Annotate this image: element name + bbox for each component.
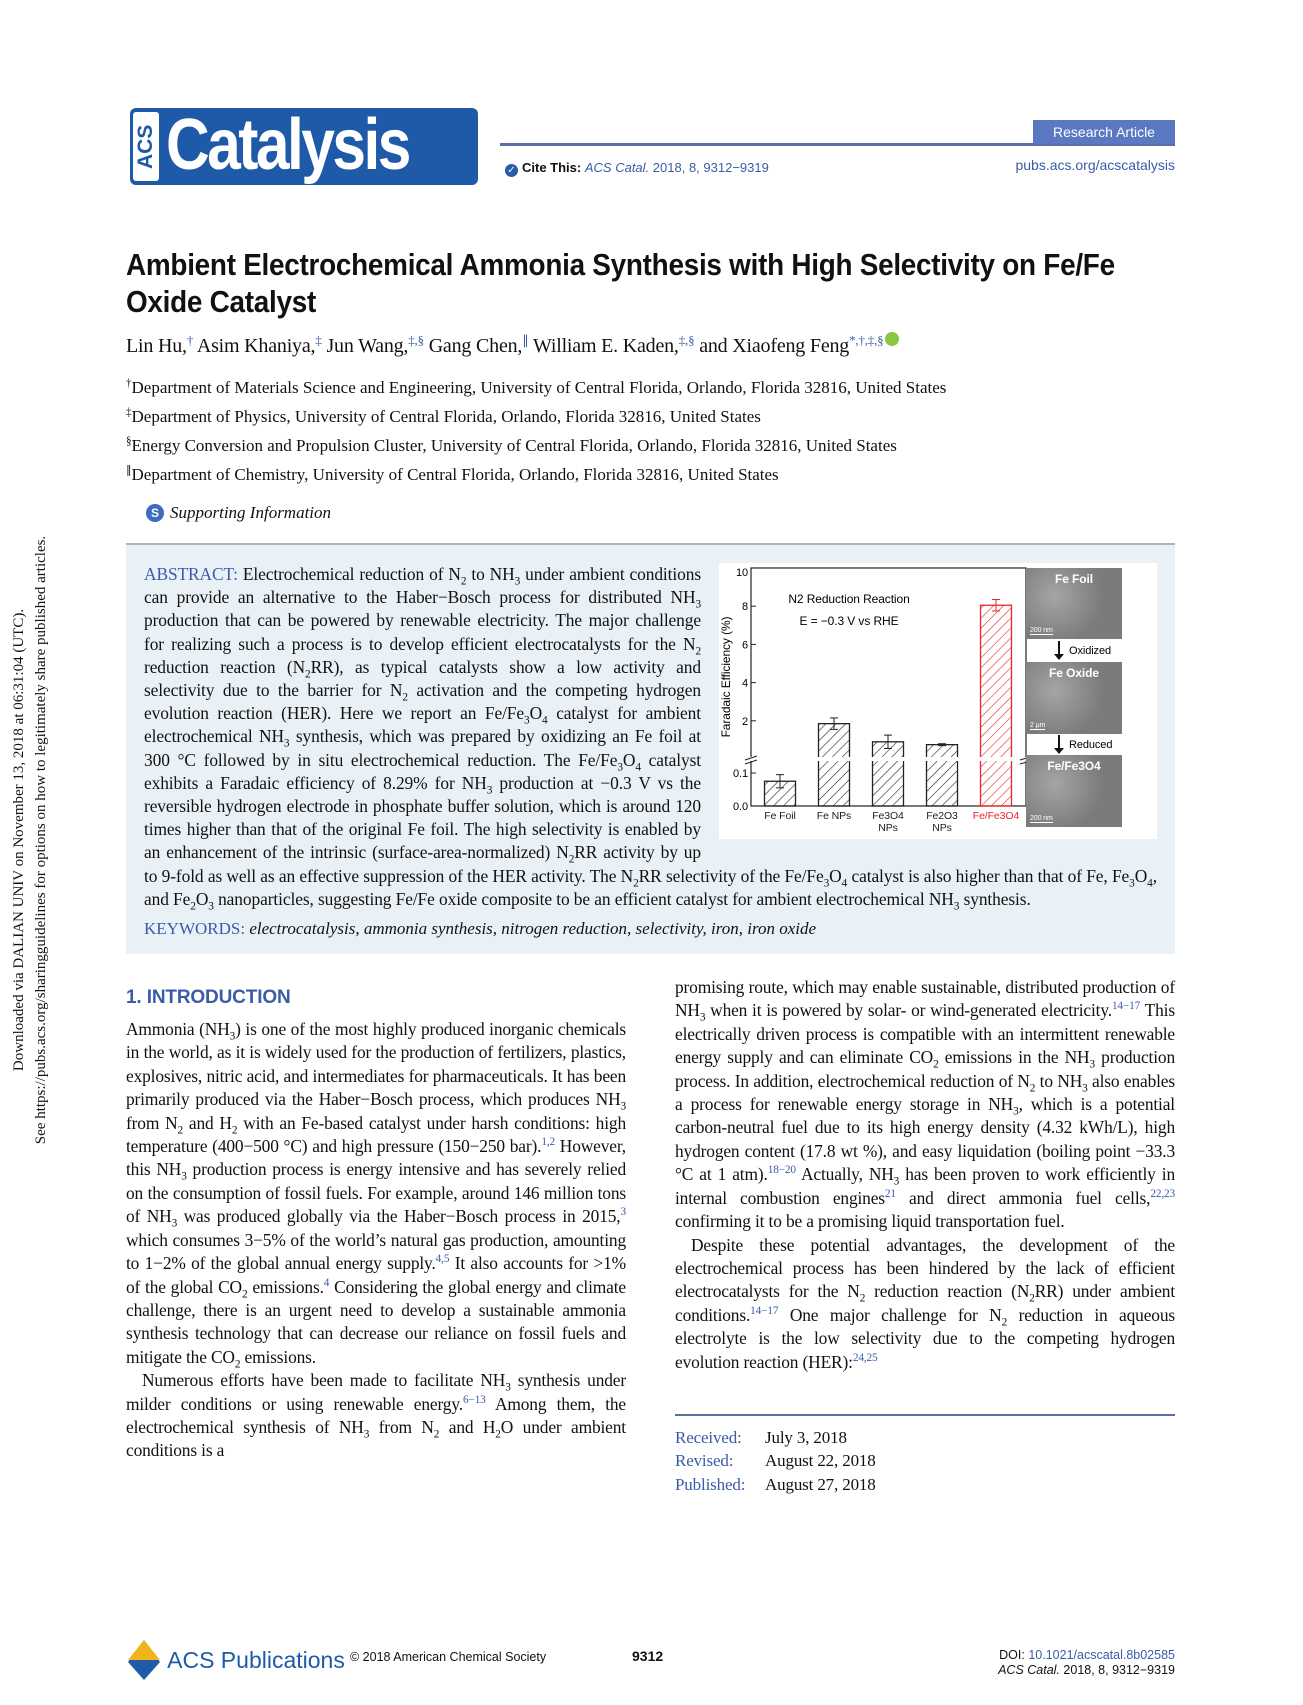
abstract-body: Electrochemical reduction of $N_2$ to $NH_3$ under ambient conditions can provide an alternative to the Haber−Bosch process for distributed $NH_3$ production that can be powered by renewable electricity. The major challenge for realizing such a process is to develop efficient electrocatalysts for the $N_2$ reduction reaction $(N_2RR)$, as typical catalysts show a low activity and selectivity due to the barrier for $N_2$ activation and the competing hydrogen evolution reaction (HER). Here we report an $Fe/Fe_3O_4$ catalyst for ambient electrochemical $NH_3$ synthesis, which was prepared by oxidizing an Fe foil at 300 °C followed by in situ electrochemical reduction. The $Fe/Fe_3O_4$ catalyst exhibits a Faradaic efficiency of 8.29% for $NH_3$ production at −0.3 V vs the reversible hydrogen electrode in phosphate buffer solution, which is around 120 times higher than that of the original Fe foil. The high selectivity is enabled by an enhancement of the intrinsic (surface-area-normalized) $N_2RR$ activity by up to 9-fold as well as an effective suppression of the HER activity. The $N_2RR$ selectivity of the $Fe/Fe_3O_4$ catalyst is also higher than that of Fe, $Fe_3O_4$, and $Fe_2O_3$ nanoparticles, suggesting Fe/Fe oxide composite to be an efficient catalyst for ambient electrochemical $NH_3$ synthesis. <box>144 564 1157 913</box>
x-tick-label: Fe/Fe3O4 <box>972 810 1020 822</box>
paragraph: Ammonia $(NH_3)$ is one of the most highly produced inorganic chemicals in the world, as it is widely used for the production of fertilizers, plastics, explosives, nitric acid, and intermediates for pharmaceuticals. It has been primarily produced via the Haber−Bosch process, which produces $NH_3$ from $N_2$ and $H_2$ with an Fe-based catalyst under harsh conditions: high temperature (400−500 °C) and high pressure (150−250 bar).$^{1,2}$ However, this $NH_3$ production process is energy intensive and has severely relied on the consumption of fossil fuels. For example, around 146 million tons of $NH_3$ was produced globally via the Haber−Bosch process in 2015,$^3$ which consumes 3−5% of the world’s natural gas production, amounting to 1−2% of the global annual energy supply.$^{4,5}$ It also accounts for >1% of the global $CO_2$ emissions.$^4$ Considering the global energy and climate challenge, there is an urgent need to develop a sustainable ammonia synthesis technology that can decrease our reliance on fossil fuels and mitigate the $CO_2$ emissions. <box>126 1019 626 1371</box>
chart-subtitle: E = −0.3 V vs RHE <box>799 614 899 628</box>
left-column <box>126 976 626 1496</box>
article-dates <box>675 1414 1175 1497</box>
sem-image-fe-oxide: Fe Oxide 2 μm <box>1026 662 1122 734</box>
sem-image-fe-fe3o4: Fe/Fe3O4 200 nm <box>1026 755 1122 827</box>
affiliation: †Department of Materials Science and Engineering, University of Central Florida, Orlando, Florida 32816, United States <box>126 377 947 397</box>
date-published: Published: August 27, 2018 <box>675 1474 876 1494</box>
right-column <box>675 976 1175 1496</box>
cite-this[interactable] <box>505 160 769 177</box>
bar <box>981 605 1012 806</box>
orcid-icon[interactable] <box>885 332 899 346</box>
process-arrow-head <box>1054 654 1064 660</box>
supporting-information-link[interactable] <box>146 503 331 523</box>
affiliation: §Energy Conversion and Propulsion Cluster, University of Central Florida, Orlando, Florida 32816, United States <box>126 435 897 455</box>
chart-title: N2 Reduction Reaction <box>788 592 910 606</box>
download-notice-line1: Downloaded via DALIAN UNIV on November 13, 2018 at 06:31:04 (UTC). <box>11 608 27 1072</box>
x-tick-label: Fe NPs <box>816 810 852 822</box>
bar <box>927 745 958 806</box>
abstract-box <box>126 543 1175 954</box>
y-tick-label: 0.0 <box>733 801 748 813</box>
sem-image-fe-foil: Fe Foil 200 nm <box>1026 568 1122 639</box>
x-tick-label: NPs <box>932 822 952 834</box>
y-tick-label: 4 <box>741 677 748 690</box>
date-revised: Revised: August 22, 2018 <box>675 1451 876 1471</box>
article-body <box>126 543 1175 1496</box>
paragraph: Numerous efforts have been made to facilitate $NH_3$ synthesis under milder conditions or using renewable energy.$^{6-13}$ Among them, the electrochemical synthesis of $NH_3$ from $N_2$ and $H_2O$ under ambient conditions is a <box>126 1370 626 1461</box>
copyright: © 2018 American Chemical Society <box>350 1650 547 1664</box>
paragraph: promising route, which may enable sustainable, distributed production of $NH_3$ when it is powered by solar- or wind-generated electricity.$^{14-17}$ This electrically driven process is compatible with an intermittent renewable energy supply and can eliminate $CO_2$ emissions in the $NH_3$ production process. In addition, electrochemical reduction of $N_2$ to $NH_3$ also enables a process for renewable energy storage in $NH_3$, which is a potential carbon-neutral fuel due to its high energy density (4.32 kWh/L), high hydrogen content (17.8 wt %), and easy liquidation (boiling point −33.3 °C at 1 atm).$^{18-20}$ Actually, $NH_3$ has been proven to work efficiently in internal combustion engines$^{21}$ and direct ammonia fuel cells,$^{22,23}$ confirming it to be a promising liquid transportation fuel. <box>675 977 1176 1232</box>
body-columns <box>126 976 1175 1496</box>
page-number: 9312 <box>632 1648 664 1664</box>
article-title: Ambient Electrochemical Ammonia Synthesis with High Selectivity on Fe/Fe Oxide Catalyst <box>126 247 1115 319</box>
y-tick-label: 2 <box>741 715 748 728</box>
acs-publications-logo: ACS Publications <box>126 1638 345 1682</box>
toc-graphic <box>719 563 1157 839</box>
journal-logo <box>130 108 478 185</box>
bar <box>873 742 904 806</box>
authors: Lin Hu,† Asim Khaniya,‡ Jun Wang,‡,§ Gang Chen,∥ William E. Kaden,‡,§ and Xiaofeng Feng*,†,‡,§ <box>126 332 884 357</box>
cite-label: Cite This: <box>522 160 582 175</box>
doi-link[interactable]: 10.1021/acscatal.8b02585 <box>1028 1648 1175 1662</box>
x-tick-label: Fe3O4 <box>872 810 904 822</box>
supporting-info-label: Supporting Information <box>170 503 332 522</box>
affiliation: ‡Department of Physics, University of Central Florida, Orlando, Florida 32816, United States <box>126 406 761 426</box>
date-received: Received: July 3, 2018 <box>675 1427 847 1447</box>
keywords-list: electrocatalysis, ammonia synthesis, nitrogen reduction, selectivity, iron, iron oxide <box>249 919 817 939</box>
y-tick-label: 6 <box>741 639 748 652</box>
y-axis-label: Faradaic Efficiency (%) <box>719 616 733 738</box>
y-tick-label: 8 <box>741 601 748 614</box>
axis-break-gap <box>745 757 1034 761</box>
logo-acs: ACS <box>133 112 159 181</box>
download-notice <box>8 500 58 1180</box>
bar <box>819 724 850 806</box>
cite-details: 2018, 8, 9312−9319 <box>652 160 769 175</box>
process-step-label: Reduced <box>1069 739 1113 751</box>
x-tick-label: Fe Foil <box>764 810 796 822</box>
y-tick-label: 10 <box>735 567 748 579</box>
journal-url[interactable]: pubs.acs.org/acscatalysis <box>1015 157 1175 173</box>
supporting-info-icon: S <box>146 504 164 522</box>
cite-journal: ACS Catal. <box>584 160 650 175</box>
keywords-label: KEYWORDS: <box>144 919 246 939</box>
section-heading: 1. INTRODUCTION <box>126 987 291 1009</box>
logo-catalysis: Catalysis <box>166 108 409 185</box>
abstract-label: ABSTRACT: <box>144 564 238 584</box>
author-list <box>126 332 899 358</box>
process-arrow-head <box>1054 748 1064 754</box>
keywords <box>144 917 1157 940</box>
article-type-badge: Research Article <box>1033 120 1175 144</box>
acs-shield-icon <box>126 1638 162 1682</box>
process-step-label: Oxidized <box>1069 645 1111 657</box>
y-tick-label: 0.1 <box>733 768 748 780</box>
download-notice-line2[interactable]: See https://pubs.acs.org/sharingguidelines for options on how to legitimately share published articles. <box>33 535 49 1145</box>
affiliation: ∥Department of Chemistry, University of Central Florida, Orlando, Florida 32816, United States <box>126 464 779 484</box>
check-icon: ✓ <box>505 164 518 177</box>
abstract-text <box>144 563 1157 911</box>
x-tick-label: NPs <box>878 822 898 834</box>
x-tick-label: Fe2O3 <box>926 810 958 822</box>
paragraph: Despite these potential advantages, the development of the electrochemical process has been hindered by the lack of efficient electrocatalysts for the $N_2$ reduction reaction $(N_2RR)$ under ambient conditions.$^{14-17}$ One major challenge for $N_2$ reduction in aqueous electrolyte is the low selectivity due to the competing hydrogen evolution reaction (HER):$^{24,25}$ <box>675 1234 1175 1372</box>
doi-citation: DOI: 10.1021/acscatal.8b02585 ACS Catal. 2018, 8, 9312−9319 <box>998 1648 1175 1677</box>
